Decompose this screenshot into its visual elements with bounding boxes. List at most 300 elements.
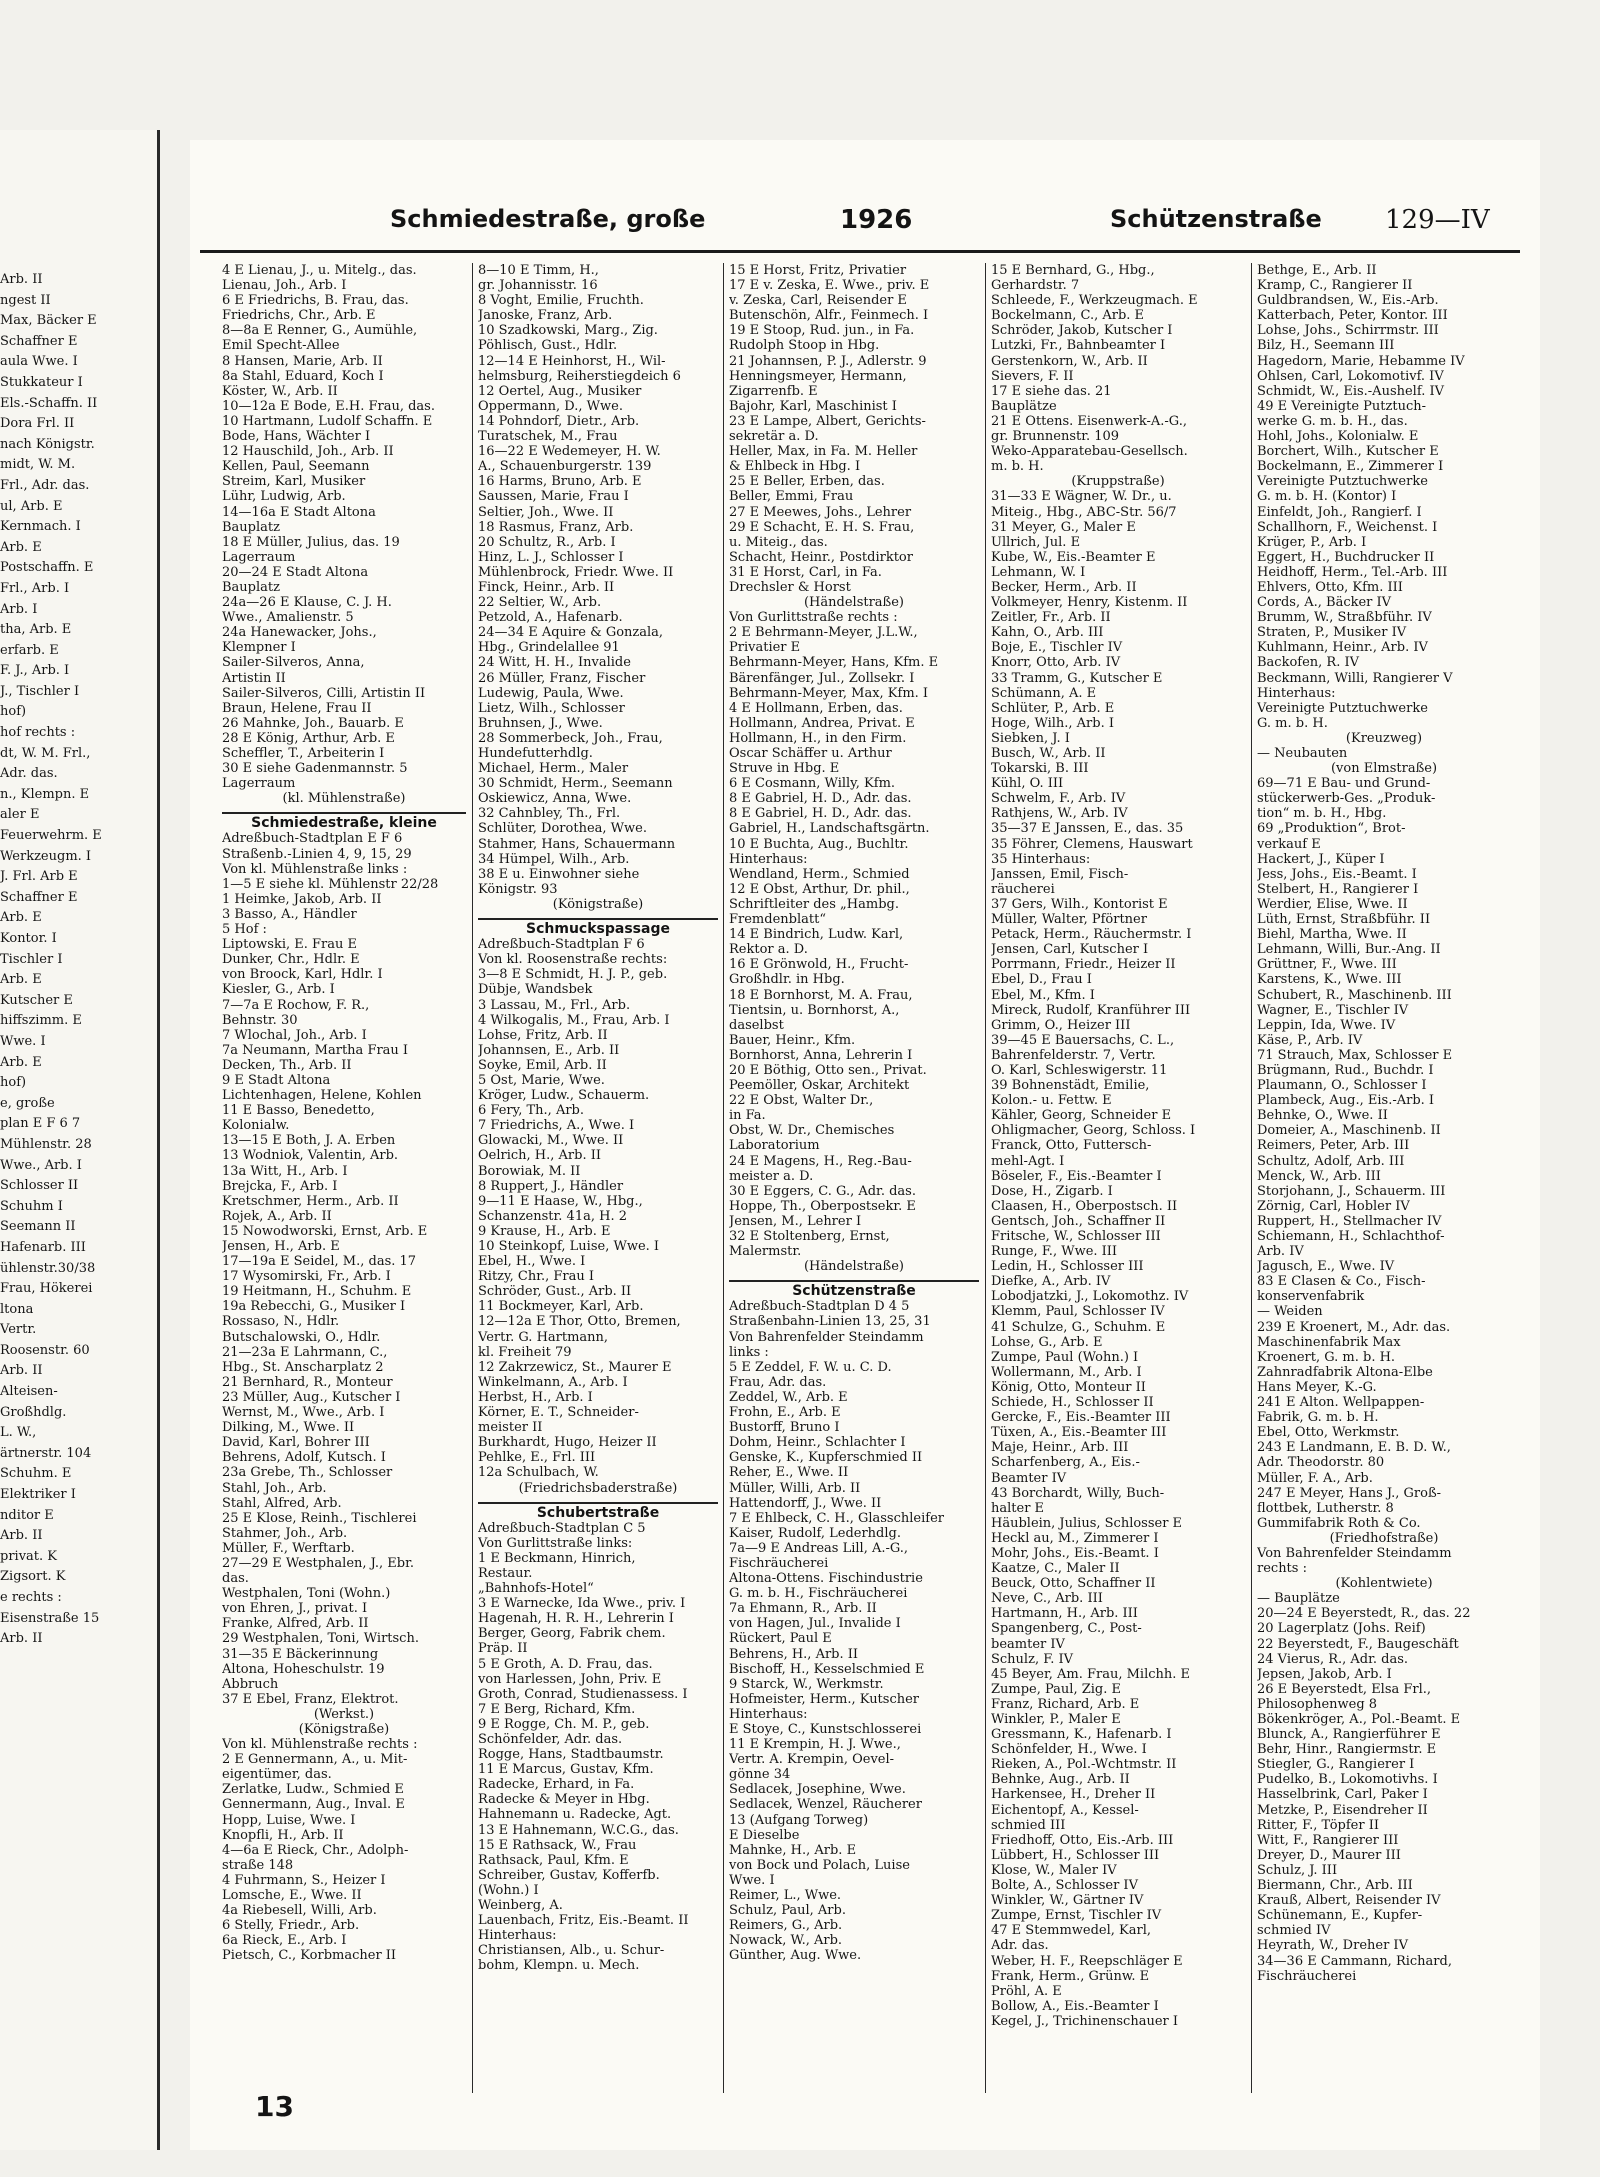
prev-page-line: Postschaffn. E xyxy=(0,560,94,576)
directory-entry: Westphalen, Toni (Wohn.) xyxy=(222,1586,391,1602)
directory-entry: Lehmann, Willi, Bur.-Ang. II xyxy=(1257,942,1441,958)
directory-entry: Knopfli, H., Arb. II xyxy=(222,1827,344,1843)
directory-entry: Witt, F., Rangierer III xyxy=(1257,1832,1399,1848)
directory-entry: 31 E Horst, Carl, in Fa. xyxy=(729,564,882,580)
directory-entry: 69—71 E Bau- und Grund- xyxy=(1257,776,1431,792)
directory-entry: 16 E Grönwold, H., Frucht- xyxy=(729,957,909,973)
directory-entry: 3—8 E Schmidt, H. J. P., geb. xyxy=(478,967,668,983)
prev-page-line: Frl., Adr. das. xyxy=(0,477,90,493)
directory-entry: Schiemann, H., Schlachthof- xyxy=(1257,1229,1445,1244)
directory-entry: Schröder, Jakob, Kutscher I xyxy=(991,323,1173,339)
directory-entry: Lobodjatzki, J., Lokomothz. IV xyxy=(991,1289,1189,1305)
directory-entry: 15 E Rathsack, W., Frau xyxy=(478,1837,637,1853)
directory-entry: Schulz, J. III xyxy=(1257,1862,1338,1878)
directory-entry: Reher, E., Wwe. II xyxy=(729,1465,849,1481)
directory-entry: Behnke, O., Wwe. II xyxy=(1257,1108,1388,1124)
prev-page-line: aler E xyxy=(0,807,40,823)
directory-entry: links : xyxy=(729,1344,769,1360)
directory-entry: 15 Nowodworski, Ernst, Arb. E xyxy=(222,1223,428,1239)
directory-entry: 12—12a E Thor, Otto, Bremen, xyxy=(478,1314,681,1330)
directory-entry: Porrmann, Friedr., Heizer II xyxy=(991,957,1176,973)
directory-entry: Körner, E. T., Schneider- xyxy=(478,1405,639,1421)
directory-entry: Von kl. Mühlenstraße links : xyxy=(222,861,408,877)
directory-entry: 4—6a E Rieck, Chr., Adolph- xyxy=(222,1842,409,1858)
directory-entry: Kolon.- u. Fettw. E xyxy=(991,1093,1112,1109)
directory-entry: Franke, Alfred, Arb. II xyxy=(222,1616,369,1632)
prev-page-line: F. J., Arb. I xyxy=(0,663,70,679)
directory-entry: Dose, H., Zigarb. I xyxy=(991,1183,1113,1199)
directory-entry: Werdier, Elise, Wwe. II xyxy=(1257,896,1408,912)
prev-page-line: Roosenstr. 60 xyxy=(0,1342,90,1358)
directory-entry: Hartmann, H., Arb. III xyxy=(991,1606,1138,1622)
directory-entry: E Stoye, C., Kunstschlosserei xyxy=(729,1722,922,1737)
directory-entry: (Königstraße) xyxy=(552,896,644,912)
directory-entry: Claasen, H., Oberpostsch. II xyxy=(991,1198,1178,1214)
directory-entry: 30 E Eggers, C. G., Adr. das. xyxy=(729,1183,916,1199)
directory-entry: Scharfenberg, A., Eis.- xyxy=(991,1455,1140,1471)
prev-page-line: ärtnerstr. 104 xyxy=(0,1445,92,1461)
directory-entry: Lübbert, H., Schlosser III xyxy=(991,1847,1160,1863)
directory-entry: 11 E Krempin, H. J. Wwe., xyxy=(729,1737,901,1753)
directory-entry: Sedlacek, Wenzel, Räucherer xyxy=(729,1797,922,1813)
directory-entry: Ebel, M., Kfm. I xyxy=(991,987,1095,1003)
header-page-number: 129—IV xyxy=(1385,205,1490,235)
prev-page-line: Kontor. I xyxy=(0,931,57,946)
directory-entry: Runge, F., Wwe. III xyxy=(991,1244,1118,1260)
directory-entry: meister a. D. xyxy=(729,1168,814,1184)
directory-entry: Zerlatke, Ludw., Schmied E xyxy=(222,1782,404,1798)
directory-entry: 8 Ruppert, J., Händler xyxy=(478,1178,624,1194)
column-2 xyxy=(474,263,722,2123)
prev-page-line: Schuhm. E xyxy=(0,1466,72,1482)
directory-entry: 37 E Ebel, Franz, Elektrot. xyxy=(222,1691,399,1707)
directory-entry: 24a Hanewacker, Johs., xyxy=(222,625,377,641)
directory-entry: 7a—9 E Andreas Lill, A.-G., xyxy=(729,1540,909,1556)
directory-entry: Siebken, J. I xyxy=(991,730,1070,746)
directory-entry: 30 Schmidt, Herm., Seemann xyxy=(478,776,673,792)
directory-entry: Biermann, Chr., Arb. III xyxy=(1257,1878,1413,1894)
directory-entry: 37 Gers, Wilh., Kontorist E xyxy=(991,896,1168,912)
directory-entry: Behrens, Adolf, Kutsch. I xyxy=(222,1450,386,1466)
directory-entry: Biehl, Martha, Wwe. II xyxy=(1257,927,1407,943)
directory-entry: 9—11 E Haase, W., Hbg., xyxy=(478,1193,643,1209)
directory-entry: Diefke, A., Arb. IV xyxy=(991,1274,1111,1290)
directory-entry: 1 E Beckmann, Hinrich, xyxy=(478,1550,636,1566)
directory-entry: Frau, Adr. das. xyxy=(729,1374,827,1390)
directory-entry: Schümann, A. E xyxy=(991,685,1097,701)
directory-entry: Zörnig, Carl, Hobler IV xyxy=(1257,1198,1410,1214)
directory-entry: gr. Brunnenstr. 109 xyxy=(991,429,1120,445)
directory-entry: Krauß, Albert, Reisender IV xyxy=(1257,1893,1441,1909)
directory-entry: 10 Hartmann, Ludolf Schaffn. E xyxy=(222,413,433,429)
directory-entry: 239 E Kroenert, M., Adr. das. xyxy=(1257,1319,1451,1335)
directory-entry: 34 Hümpel, Wilh., Arb. xyxy=(478,851,630,867)
directory-entry: Berger, Georg, Fabrik chem. xyxy=(478,1626,666,1642)
prev-page-line: e, große xyxy=(0,1095,55,1111)
directory-entry: 39 Bohnenstädt, Emilie, xyxy=(991,1078,1150,1094)
directory-entry: 20 Lagerplatz (Johs. Reif) xyxy=(1257,1621,1426,1637)
directory-entry: meister II xyxy=(478,1420,543,1436)
directory-entry: 83 E Clasen & Co., Fisch- xyxy=(1257,1274,1426,1290)
directory-entry: — Neubauten xyxy=(1257,746,1348,761)
directory-entry: 7a Neumann, Martha Frau I xyxy=(222,1042,409,1058)
directory-entry: (Händelstraße) xyxy=(803,595,904,611)
prev-page-line: Arb. II xyxy=(0,1363,43,1379)
directory-entry: 19 E Stoop, Rud. jun., in Fa. xyxy=(729,323,915,339)
directory-entry: Adr. das. xyxy=(991,1938,1049,1954)
directory-entry: Pröhl, A. E xyxy=(991,1983,1062,1999)
directory-entry: Struve in Hbg. E xyxy=(729,761,840,777)
directory-entry: Hackert, J., Küper I xyxy=(1257,851,1385,867)
directory-entry: Lohse, G., Arb. E xyxy=(991,1334,1103,1350)
directory-entry: Turatschek, M., Frau xyxy=(478,429,618,445)
directory-entry: 22 Beyerstedt, F., Baugeschäft xyxy=(1257,1636,1459,1652)
directory-entry: 34—36 E Cammann, Richard, xyxy=(1257,1953,1452,1969)
directory-entry: Ohligmacher, Georg, Schloss. I xyxy=(991,1123,1196,1139)
directory-entry: Mohr, Johs., Eis.-Beamt. I xyxy=(991,1545,1159,1561)
directory-entry: Heller, Max, in Fa. M. Heller xyxy=(729,444,918,460)
directory-entry: 24a—26 E Klause, C. J. H. xyxy=(222,595,392,611)
directory-entry: (Friedrichsbaderstraße) xyxy=(518,1480,678,1496)
directory-entry: von Ehren, J., privat. I xyxy=(222,1601,368,1617)
directory-entry: Adreßbuch-Stadtplan F 6 xyxy=(478,937,645,953)
prev-page-line: aula Wwe. I xyxy=(0,354,78,370)
directory-entry: Harkensee, H., Dreher II xyxy=(991,1787,1156,1803)
directory-entry: 20 Schultz, R., Arb. I xyxy=(478,534,616,550)
directory-entry: 10—12a E Bode, E.H. Frau, das. xyxy=(222,398,435,414)
directory-entry: 17—19a E Seidel, M., das. 17 xyxy=(222,1254,417,1270)
directory-entry: G. m. b. H. (Kontor) I xyxy=(1257,489,1397,505)
directory-entry: Herbst, H., Arb. I xyxy=(478,1389,593,1405)
directory-entry: Weber, H. F., Reepschläger E xyxy=(991,1953,1183,1969)
directory-entry: Kaatze, C., Maler II xyxy=(991,1561,1120,1577)
directory-entry: 7 Wlochal, Joh., Arb. I xyxy=(222,1027,367,1043)
directory-entry: Lohse, Fritz, Arb. II xyxy=(478,1027,608,1043)
directory-entry: Schubert, R., Maschinenb. III xyxy=(1257,987,1452,1003)
directory-entry: Müller, F., Werftarb. xyxy=(222,1540,355,1556)
directory-entry: Janssen, Emil, Fisch- xyxy=(991,866,1129,882)
directory-entry: 7 E Berg, Richard, Kfm. xyxy=(478,1701,636,1717)
directory-entry: Schultz, Adolf, Arb. III xyxy=(1257,1153,1405,1169)
directory-entry: Spangenberg, C., Post- xyxy=(991,1621,1142,1637)
directory-entry: Hundefutterhdlg. xyxy=(478,746,593,761)
directory-entry: Pöhlisch, Gust., Hdlr. xyxy=(478,338,618,354)
column-divider xyxy=(472,263,473,2093)
directory-entry: Gercke, F., Eis.-Beamter III xyxy=(991,1410,1171,1426)
directory-entry: 27 E Meewes, Johs., Lehrer xyxy=(729,504,912,520)
directory-entry: 26 E Beyerstedt, Elsa Frl., xyxy=(1257,1681,1432,1697)
directory-entry: Tüxen, A., Eis.-Beamter III xyxy=(991,1425,1167,1441)
column-5 xyxy=(1253,263,1515,2123)
directory-entry: Zumpe, Paul (Wohn.) I xyxy=(991,1349,1139,1365)
directory-entry: Frohn, E., Arb. E xyxy=(729,1405,841,1421)
directory-entry: 10 Steinkopf, Luise, Wwe. I xyxy=(478,1239,660,1254)
directory-entry: 69 „Produktion“, Brot- xyxy=(1257,821,1406,837)
directory-entry: Straßenbahn-Linien 13, 25, 31 xyxy=(729,1314,931,1330)
prev-page-line: Schlosser II xyxy=(0,1178,79,1194)
directory-entry: 33 Tramm, G., Kutscher E xyxy=(991,670,1163,686)
directory-entry: Kroenert, G. m. b. H. xyxy=(1257,1349,1396,1365)
directory-entry: schmied IV xyxy=(1257,1923,1331,1939)
directory-entry: Becker, Herm., Arb. II xyxy=(991,579,1137,595)
prev-page-line: nditor E xyxy=(0,1507,54,1523)
directory-entry: Brügmann, Rud., Buchdr. I xyxy=(1257,1062,1434,1078)
directory-entry: Schröder, Gust., Arb. II xyxy=(478,1284,632,1300)
prev-page-line: Frl., Arb. I xyxy=(0,580,70,596)
directory-entry: Kegel, J., Trichinenschauer I xyxy=(991,2013,1179,2029)
directory-entry: Präp. II xyxy=(478,1641,528,1657)
directory-entry: Borchert, Wilh., Kutscher E xyxy=(1257,444,1439,460)
directory-entry: 21—23a E Lahrmann, C., xyxy=(222,1344,388,1360)
directory-entry: Katterbach, Peter, Kontor. III xyxy=(1257,308,1448,324)
directory-entry: 4 Wilkogalis, M., Frau, Arb. I xyxy=(478,1012,670,1028)
directory-entry: 30 E siehe Gadenmannstr. 5 xyxy=(222,761,408,777)
directory-entry: 243 E Landmann, E. B. D. W., xyxy=(1257,1440,1451,1456)
directory-entry: Bockelmann, C., Arb. E xyxy=(991,308,1145,324)
prev-page-line: hof rechts : xyxy=(0,725,76,741)
directory-entry: Soyke, Emil, Arb. II xyxy=(478,1057,607,1073)
directory-entry: Bauer, Heinr., Kfm. xyxy=(729,1032,856,1048)
directory-entry: Philosophenweg 8 xyxy=(1257,1696,1378,1712)
directory-entry: „Bahnhofs-Hotel“ xyxy=(478,1581,594,1597)
directory-entry: 21 E Ottens. Eisenwerk-A.-G., xyxy=(991,413,1187,429)
directory-entry: 49 E Vereinigte Putztuch- xyxy=(1257,398,1426,414)
directory-entry: Rojek, A., Arb. II xyxy=(222,1208,332,1224)
directory-entry: Ebel, Otto, Werkmstr. xyxy=(1257,1425,1400,1441)
directory-entry: Ruppert, H., Stellmacher IV xyxy=(1257,1213,1442,1229)
directory-entry: 31—33 E Wägner, W. Dr., u. xyxy=(991,489,1172,505)
directory-entry: 8—10 E Timm, H., xyxy=(478,263,599,278)
street-heading: Schmiedestraße, kleine xyxy=(222,812,466,831)
directory-entry: Beckmann, Willi, Rangierer V xyxy=(1257,670,1453,686)
directory-entry: Gummifabrik Roth & Co. xyxy=(1257,1515,1421,1531)
directory-entry: Lichtenhagen, Helene, Kohlen xyxy=(222,1088,422,1104)
prev-page-line: Arb. E xyxy=(0,972,42,988)
directory-entry: Eggert, H., Buchdrucker II xyxy=(1257,549,1435,565)
directory-entry: Hagedorn, Marie, Hebamme IV xyxy=(1257,353,1465,369)
directory-entry: Volkmeyer, Henry, Kistenm. II xyxy=(991,595,1188,611)
directory-entry: 24—34 E Aquire & Gonzala, xyxy=(478,625,664,641)
directory-entry: 10 Szadkowski, Marg., Zig. xyxy=(478,323,658,339)
directory-entry: Lomsche, E., Wwe. II xyxy=(222,1888,362,1904)
directory-entry: Schönfelder, Adr. das. xyxy=(478,1732,623,1747)
directory-entry: Butschalowski, O., Hdlr. xyxy=(222,1329,381,1345)
directory-entry: Altona, Hoheschulstr. 19 xyxy=(222,1661,385,1677)
directory-entry: 6 E Cosmann, Willy, Kfm. xyxy=(729,776,896,792)
prev-page-line: Werkzeugm. I xyxy=(0,848,92,864)
directory-entry: Sievers, F. II xyxy=(991,368,1074,384)
page-header xyxy=(200,205,1520,245)
directory-entry: 8 E Gabriel, H. D., Adr. das. xyxy=(729,791,912,807)
directory-entry: Decken, Th., Arb. II xyxy=(222,1057,352,1073)
directory-entry: Kretschmer, Herm., Arb. II xyxy=(222,1193,399,1209)
directory-entry: Mahnke, H., Arb. E xyxy=(729,1842,857,1858)
directory-entry: (Händelstraße) xyxy=(803,1259,904,1275)
directory-entry: Dilking, M., Wwe. II xyxy=(222,1420,355,1436)
directory-entry: Kramp, C., Rangierer II xyxy=(1257,278,1413,294)
directory-entry: Fischräucherei xyxy=(729,1555,829,1571)
directory-entry: Gerstenkorn, W., Arb. II xyxy=(991,353,1148,369)
column-1 xyxy=(218,263,470,2123)
directory-entry: Pudelko, B., Lokomotivhs. I xyxy=(1257,1772,1438,1788)
directory-entry: Stahl, Alfred, Arb. xyxy=(222,1495,342,1511)
directory-entry: 35—37 E Janssen, E., das. 35 xyxy=(991,821,1184,837)
prev-page-line: Wwe. I xyxy=(0,1033,46,1049)
directory-entry: Hohl, Johs., Kolonialw. E xyxy=(1257,429,1419,445)
directory-entry: Hoge, Wilh., Arb. I xyxy=(991,715,1114,731)
header-street-right: Schützenstraße xyxy=(1110,205,1322,233)
directory-entry: Jess, Johs., Eis.-Beamt. I xyxy=(1257,866,1417,882)
directory-entry: (Wohn.) I xyxy=(478,1882,539,1898)
directory-entry: Von Bahrenfelder Steindamm xyxy=(1257,1545,1452,1561)
prev-page-line: Max, Bäcker E xyxy=(0,313,97,329)
header-rule xyxy=(200,250,1520,253)
directory-entry: Von Gurlittstraße links: xyxy=(478,1535,633,1551)
directory-entry: Lagerraum xyxy=(222,549,296,565)
directory-entry: Zeitler, Fr., Arb. II xyxy=(991,610,1111,626)
directory-entry: kl. Freiheit 79 xyxy=(478,1344,572,1360)
directory-entry: 3 E Warnecke, Ida Wwe., priv. I xyxy=(478,1596,686,1612)
directory-entry: Hinterhaus: xyxy=(1257,685,1336,701)
directory-entry: 23 Müller, Aug., Kutscher I xyxy=(222,1389,401,1405)
directory-entry: Kube, W., Eis.-Beamter E xyxy=(991,549,1156,565)
directory-entry: Bruhnsen, J., Wwe. xyxy=(478,715,603,731)
header-street-left: Schmiedestraße, große xyxy=(390,205,706,233)
directory-entry: 71 Strauch, Max, Schlosser E xyxy=(1257,1047,1453,1063)
directory-entry: Oelrich, H., Arb. II xyxy=(478,1148,601,1164)
directory-entry: Mühlenbrock, Friedr. Wwe. II xyxy=(478,564,674,580)
directory-entry: 13a Witt, H., Arb. I xyxy=(222,1163,348,1179)
directory-entry: Franck, Otto, Futtersch- xyxy=(991,1138,1152,1154)
directory-entry: Straßenb.-Linien 4, 9, 15, 29 xyxy=(222,846,412,862)
prev-page-line: Großhdlg. xyxy=(0,1404,67,1420)
directory-entry: Käse, P., Arb. IV xyxy=(1257,1032,1363,1048)
directory-entry: Neve, C., Arb. III xyxy=(991,1591,1103,1607)
directory-entry: rechts : xyxy=(1257,1561,1307,1577)
directory-entry: Seltier, Joh., Wwe. II xyxy=(478,504,614,520)
directory-entry: Lutzki, Fr., Bahnbeamter I xyxy=(991,338,1166,354)
directory-entry: (Königstraße) xyxy=(298,1722,390,1737)
prev-page-line: hiffszimm. E xyxy=(0,1013,82,1029)
directory-entry: 11 E Marcus, Gustav, Kfm. xyxy=(478,1762,654,1778)
directory-entry: 3 Lassau, M., Frl., Arb. xyxy=(478,997,631,1013)
directory-entry: 13 E Hahnemann, W.C.G., das. xyxy=(478,1822,679,1838)
directory-entry: 31—35 E Bäckerinnung xyxy=(222,1646,379,1662)
directory-entry: Bornhorst, Anna, Lehrerin I xyxy=(729,1047,913,1063)
directory-entry: Ludewig, Paula, Wwe. xyxy=(478,685,624,701)
directory-entry: Häublein, Julius, Schlosser E xyxy=(991,1515,1183,1531)
directory-entry: 9 E Rogge, Ch. M. P., geb. xyxy=(478,1716,650,1732)
directory-entry: Hoppe, Th., Oberpostsekr. E xyxy=(729,1198,916,1214)
directory-entry: Winkler, P., Maler E xyxy=(991,1712,1121,1727)
directory-entry: Müller, F. A., Arb. xyxy=(1257,1470,1373,1486)
directory-entry: David, Karl, Bohrer III xyxy=(222,1435,370,1451)
directory-entry: Kolonialw. xyxy=(222,1118,290,1134)
directory-entry: Rieken, A., Pol.-Wchtmstr. II xyxy=(991,1757,1177,1773)
prev-page-line: L. W., xyxy=(0,1425,37,1441)
directory-entry: 20—24 E Beyerstedt, R., das. 22 xyxy=(1257,1606,1471,1622)
directory-entry: (Kruppstraße) xyxy=(1071,474,1165,490)
directory-entry: Beller, Emmi, Frau xyxy=(729,489,854,505)
directory-entry: 23a Grebe, Th., Schlosser xyxy=(222,1465,393,1481)
directory-entry: 21 Johannsen, P. J., Adlerstr. 9 xyxy=(729,353,927,369)
directory-entry: 15 E Horst, Fritz, Privatier xyxy=(729,263,907,278)
directory-entry: Beamter IV xyxy=(991,1470,1067,1486)
directory-entry: 6 E Friedrichs, B. Frau, das. xyxy=(222,293,409,309)
directory-entry: Schleede, F., Werkzeugmach. E xyxy=(991,293,1198,309)
directory-entry: Einfeldt, Joh., Rangierf. I xyxy=(1257,504,1422,520)
column-divider xyxy=(723,263,724,2093)
prev-page-line: Adr. das. xyxy=(0,766,58,782)
directory-entry: Boje, E., Tischler IV xyxy=(991,640,1123,656)
column-divider xyxy=(985,263,986,2093)
directory-entry: 2 E Behrmann-Meyer, J.L.W., xyxy=(729,625,918,641)
directory-entry: 15 E Bernhard, G., Hbg., xyxy=(991,263,1155,278)
directory-entry: Lüth, Ernst, Straßbführ. II xyxy=(1257,912,1431,928)
directory-entry: Weinberg, A. xyxy=(478,1898,563,1914)
directory-entry: Kellen, Paul, Seemann xyxy=(222,459,370,475)
directory-entry: Grüttner, F., Wwe. III xyxy=(1257,957,1397,973)
directory-entry: Rektor a. D. xyxy=(729,942,808,958)
prev-page-line: Seemann II xyxy=(0,1219,76,1235)
prev-page-line: Arb. E xyxy=(0,1054,42,1070)
directory-entry: 4 E Hollmann, Erben, das. xyxy=(729,700,903,716)
directory-entry: 6 Fery, Th., Arb. xyxy=(478,1103,584,1119)
directory-entry: Lietz, Wilh., Schlosser xyxy=(478,700,625,716)
directory-entry: Zigarrenfb. E xyxy=(729,383,818,399)
directory-entry: Knorr, Otto, Arb. IV xyxy=(991,655,1121,671)
directory-entry: Stahmer, Hans, Schauermann xyxy=(478,836,676,852)
directory-entry: Fremdenblatt“ xyxy=(729,912,826,928)
directory-entry: Ullrich, Jul. E xyxy=(991,534,1081,550)
directory-entry: tion“ m. b. H., Hbg. xyxy=(1257,806,1387,822)
directory-entry: Behr, Hinr., Rangiermstr. E xyxy=(1257,1742,1437,1758)
directory-entry: Restaur. xyxy=(478,1565,533,1581)
directory-entry: Rückert, Paul E xyxy=(729,1631,832,1647)
directory-entry: Stiegler, G., Rangierer I xyxy=(1257,1757,1415,1773)
directory-entry: Schiede, H., Schlosser II xyxy=(991,1395,1154,1411)
prev-page-line: Dora Frl. II xyxy=(0,416,75,432)
directory-entry: 28 Sommerbeck, Joh., Frau, xyxy=(478,730,663,746)
directory-entry: Jepsen, Jakob, Arb. I xyxy=(1257,1666,1392,1682)
directory-entry: Oskiewicz, Anna, Wwe. xyxy=(478,791,632,807)
directory-entry: Butenschön, Alfr., Feinmech. I xyxy=(729,308,929,324)
directory-entry: Metzke, P., Eisendreher II xyxy=(1257,1802,1428,1818)
directory-entry: Lohse, Johs., Schirrmstr. III xyxy=(1257,323,1439,339)
directory-entry: (kl. Mühlenstraße) xyxy=(282,791,406,807)
directory-entry: verkauf E xyxy=(1257,836,1321,852)
directory-entry: Maje, Heinr., Arb. III xyxy=(991,1440,1129,1456)
directory-entry: 14 E Bindrich, Ludw. Karl, xyxy=(729,927,904,943)
directory-entry: Brejcka, F., Arb. I xyxy=(222,1178,338,1194)
prev-page-line: Arb. II xyxy=(0,272,43,287)
directory-entry: Reimer, L., Wwe. xyxy=(729,1888,842,1904)
directory-entry: Miteig., Hbg., ABC-Str. 56/7 xyxy=(991,504,1177,520)
directory-entry: Guldbrandsen, W., Eis.-Arb. xyxy=(1257,293,1439,309)
directory-entry: 47 E Stemmwedel, Karl, xyxy=(991,1923,1151,1939)
directory-entry: Lühr, Ludwig, Arb. xyxy=(222,489,346,505)
directory-entry: Schlüter, P., Arb. E xyxy=(991,700,1115,716)
directory-entry: Domeier, A., Maschinenb. II xyxy=(1257,1123,1441,1139)
directory-entry: Von kl. Mühlenstraße rechts : xyxy=(222,1737,418,1753)
directory-entry: Klose, W., Maler IV xyxy=(991,1862,1117,1878)
directory-entry: Abbruch xyxy=(222,1676,279,1692)
directory-entry: 12 Hauschild, Joh., Arb. II xyxy=(222,444,394,460)
directory-entry: Sailer-Silveros, Cilli, Artistin II xyxy=(222,685,426,701)
directory-entry: Borowiak, M. II xyxy=(478,1163,581,1179)
directory-entry: Hinz, L. J., Schlosser I xyxy=(478,549,624,565)
directory-entry: Adreßbuch-Stadtplan E F 6 xyxy=(222,831,403,847)
